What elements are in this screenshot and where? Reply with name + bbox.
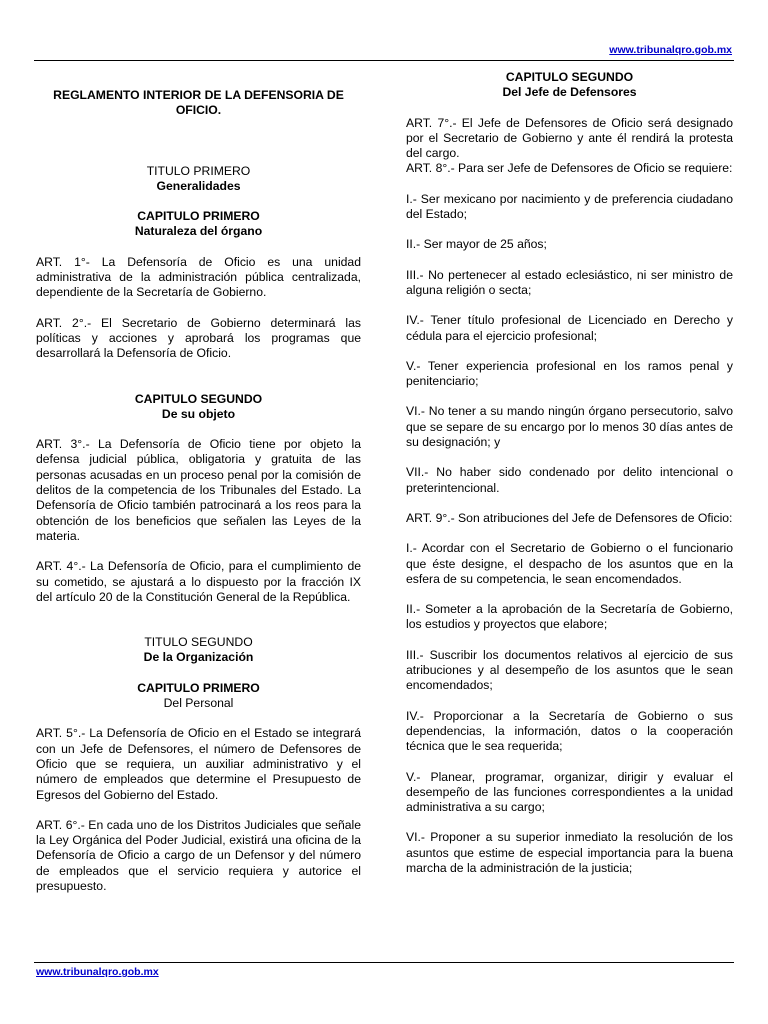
requirement-2: II.- Ser mayor de 25 años; xyxy=(406,237,547,252)
article-3: ART. 3°.- La Defensoría de Oficio tiene por objeto la defensa judicial pública, obligatoria y gratuita de las personas acusadas en un proceso penal por la comisión de delitos de la competencia de los Tribunales del Estado. La Defensoría de Oficio también patrocinará a los reos para la obtención de los beneficios que señalen las Leyes de la materia. xyxy=(36,437,361,543)
capitulo-segundo-jefe-subheading: Del Jefe de Defensores xyxy=(502,85,637,100)
requirement-6: VI.- No tener a su mando ningún órgano persecutorio, salvo que se separe de su encargo por lo menos 30 días antes de su designación; y xyxy=(406,404,733,450)
capitulo-segundo-subheading: De su objeto xyxy=(161,406,236,421)
titulo-segundo-subheading: De la Organización xyxy=(143,650,254,665)
requirement-1: I.- Ser mexicano por nacimiento y de preferencia ciudadano del Estado; xyxy=(406,191,733,222)
requirement-3: III.- No pertenecer al estado eclesiástico, ni ser ministro de alguna religión o secta; xyxy=(406,267,733,297)
attribution-2: II.- Someter a la aprobación de la Secretaría de Gobierno, los estudios y proyectos que elabore; xyxy=(406,602,733,632)
header-rule xyxy=(34,60,734,61)
capitulo-primero-heading: CAPITULO PRIMERO xyxy=(137,209,260,224)
requirement-5: V.- Tener experiencia profesional en los ramos penal y penitenciario; xyxy=(406,358,733,389)
attribution-4: IV.- Proporcionar a la Secretaría de Gobierno o sus dependencias, la información, datos o la cooperación técnica que le sea requerida; xyxy=(406,708,733,754)
article-4: ART. 4°.- La Defensoría de Oficio, para el cumplimiento de su cometido, se ajustará a lo dispuesto por la fracción IX del artículo 20 de la Constitución General de la República. xyxy=(36,559,361,604)
requirement-4: IV.- Tener título profesional de Licenciado en Derecho y cédula para el ejercicio profesional; xyxy=(406,313,733,343)
attribution-1: I.- Acordar con el Secretario de Gobierno o el funcionario que éste designe, el despacho de los asuntos que en la esfera de su competencia, le sean encomendados. xyxy=(406,541,733,586)
article-5: ART. 5°.- La Defensoría de Oficio en el Estado se integrará con un Jefe de Defensores, el número de Defensores de Oficio que se requiera, un auxiliar administrativo y el número de empleados que determine el Presupuesto de Egresos del Gobierno del Estado. xyxy=(36,726,361,802)
requirement-7: VII.- No haber sido condenado por delito intencional o preterintencional. xyxy=(406,465,733,495)
left-column xyxy=(36,88,361,894)
capitulo-segundo-jefe-heading: CAPITULO SEGUNDO xyxy=(505,70,634,84)
article-8: ART. 8°.- Para ser Jefe de Defensores de Oficio se requiere: xyxy=(406,161,733,176)
article-1: ART. 1°- La Defensoría de Oficio es una unidad administrativa de la administración pública centralizada, dependiente de la Secretaría de Gobierno. xyxy=(36,254,361,300)
header-website-link[interactable]: www.tribunalqro.gob.mx xyxy=(609,44,732,56)
right-column xyxy=(406,70,733,876)
capitulo-primero-subheading: Naturaleza del órgano xyxy=(134,224,263,239)
capitulo-primero-personal-heading: CAPITULO PRIMERO xyxy=(137,680,260,695)
capitulo-primero-personal-subheading: Del Personal xyxy=(163,696,234,711)
article-2: ART. 2°.- El Secretario de Gobierno determinará las políticas y acciones y aprobará los programas que desarrollará la Defensoría de Oficio. xyxy=(36,315,361,361)
article-6: ART. 6°.- En cada uno de los Distritos Judiciales que señale la Ley Orgánica del Poder Judicial, existirá una oficina de la Defensoría de Oficio a cargo de un Defensor y del número de empleados que el servicio requiera y autorice el presupuesto. xyxy=(36,817,361,893)
titulo-segundo-heading: TITULO SEGUNDO xyxy=(144,635,253,650)
titulo-primero-subheading: Generalidades xyxy=(156,178,241,193)
titulo-primero-heading: TITULO PRIMERO xyxy=(146,163,251,178)
attribution-5: V.- Planear, programar, organizar, dirigir y evaluar el desempeño de las funciones correspondientes a la unidad administrativa a su cargo; xyxy=(406,769,733,815)
capitulo-segundo-heading: CAPITULO SEGUNDO xyxy=(134,391,263,406)
footer-website-link[interactable]: www.tribunalqro.gob.mx xyxy=(36,966,159,978)
footer-rule xyxy=(34,962,734,963)
article-7: ART. 7°.- El Jefe de Defensores de Oficio será designado por el Secretario de Gobierno y ante él rendirá la protesta del cargo. xyxy=(406,115,733,161)
attribution-6: VI.- Proponer a su superior inmediato la resolución de los asuntos que estime de especial importancia para la buena marcha de la administración de la justicia; xyxy=(406,830,733,875)
article-9: ART. 9°.- Son atribuciones del Jefe de Defensores de Oficio: xyxy=(406,510,733,525)
attribution-3: III.- Suscribir los documentos relativos al ejercicio de sus atribuciones y al desempeño de los asuntos que le sean encomendados; xyxy=(406,647,733,693)
document-title: REGLAMENTO INTERIOR DE LA DEFENSORIA DE OFICIO. xyxy=(53,88,344,118)
